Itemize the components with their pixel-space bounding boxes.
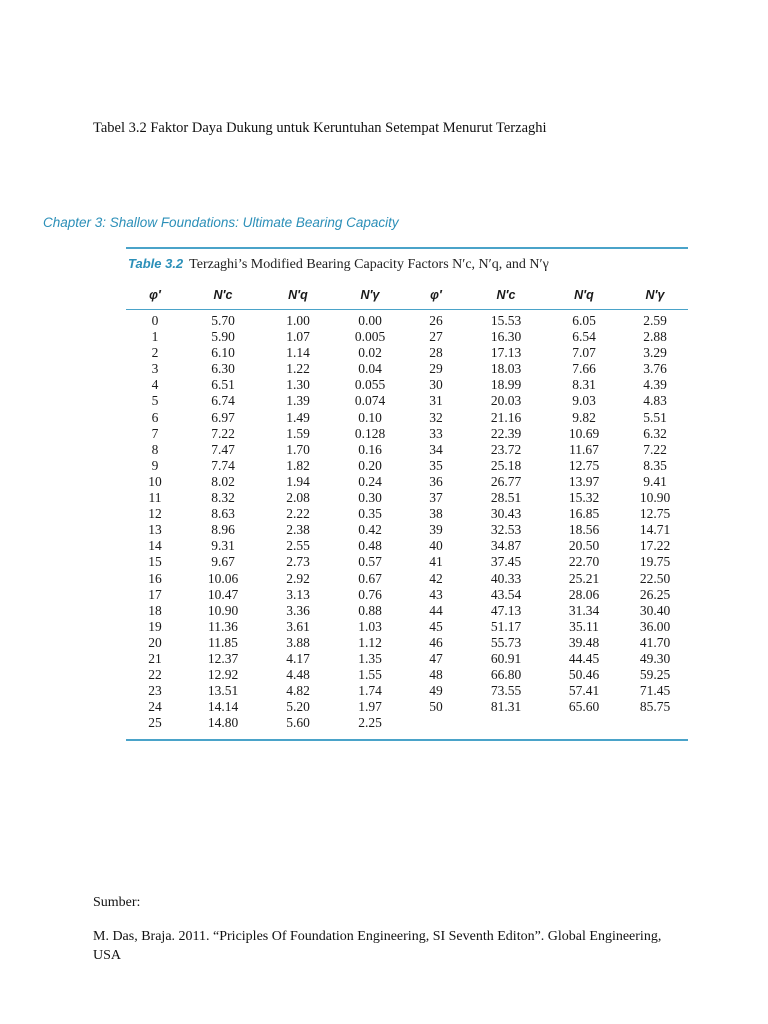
chapter-header: Chapter 3: Shallow Foundations: Ultimate Bearing Capacity [43,215,399,230]
table-cell: 26.25 [639,586,671,602]
table-cell: 6.97 [211,409,235,425]
table-cell: 40.33 [490,570,522,586]
table-cell: 48 [429,667,443,683]
table-cell: 65.60 [568,699,600,715]
table-cell: 33 [429,425,443,441]
table-cell: 7.22 [211,425,235,441]
table-header-row [126,283,688,307]
table-row [126,393,688,409]
table-cell: 9.03 [572,393,596,409]
table-cell: 28 [429,345,443,361]
table-cell: 6.10 [211,345,235,361]
table-cell: 47 [429,650,443,666]
table-cell: 39.48 [568,634,600,650]
table-cell: 1.70 [286,441,310,457]
table-cell: 1.22 [286,361,310,377]
table-row [126,635,688,651]
table-cell: 34 [429,441,443,457]
table-row [126,715,688,731]
table-cell: 22.39 [490,425,522,441]
table-cell: 32.53 [490,522,522,538]
table-cell: 18.03 [490,361,522,377]
table-cell: 7.07 [572,345,596,361]
table-cell: 1.12 [358,634,382,650]
table-cell: 49.30 [639,650,671,666]
table-cell: 25.18 [490,457,522,473]
table-row [126,506,688,522]
table-cell: 3.76 [643,361,667,377]
table-cell: 41.70 [639,634,671,650]
header-nq-left: N′q [288,288,308,302]
table-cell: 10.90 [207,602,239,618]
table-cell: 10.69 [568,425,600,441]
table-cell: 3.61 [286,618,310,634]
table-cell: 0.30 [358,490,382,506]
table-cell: 0.20 [358,457,382,473]
header-phi-left: φ′ [149,288,161,302]
source-reference: M. Das, Braja. 2011. “Priciples Of Foundation Engineering, SI Seventh Editon”. Global Engineering, USA [93,929,662,963]
table-cell: 18.99 [490,377,522,393]
table-cell: 1.03 [358,618,382,634]
header-nc-left: N′c [213,288,233,302]
table-cell: 1.55 [358,667,382,683]
table-cell: 0.24 [358,473,382,489]
header-nc-right: N′c [496,288,516,302]
table-cell: 7.74 [211,457,235,473]
table-cell: 11.85 [208,634,238,650]
table-cell: 35.11 [569,618,599,634]
table-cell: 8.32 [211,490,235,506]
table-cell: 49 [429,683,443,699]
table-row [126,490,688,506]
table-cell: 25.21 [568,570,600,586]
table-cell: 21 [148,650,162,666]
table-cell: 66.80 [490,667,522,683]
table-cell: 1.00 [286,313,310,328]
table-cell: 2.73 [286,554,310,570]
table-cell [546,715,622,731]
table-cell: 6.51 [211,377,235,393]
table-cell: 1.39 [286,393,310,409]
table-cell: 1.14 [286,345,310,361]
table-cell: 1.49 [286,409,310,425]
table-cell: 12.92 [207,667,239,683]
table-row [126,458,688,474]
table-cell: 17.22 [639,538,671,554]
table-row [126,667,688,683]
table-row [126,426,688,442]
table-row [126,651,688,667]
table-cell: 50 [429,699,443,715]
table-cell: 0.04 [358,361,382,377]
table-cell: 12.37 [207,650,239,666]
table-cell: 6.54 [572,329,596,345]
table-cell: 5 [151,393,159,409]
table-caption [128,256,549,273]
table-cell: 2.22 [286,506,310,522]
table-cell: 35 [429,457,443,473]
table-row [126,699,688,715]
table-label: Table 3.2 [128,256,184,271]
table-cell: 71.45 [639,683,671,699]
table-cell: 0.35 [358,506,382,522]
table-cell: 20.50 [568,538,600,554]
table-cell: 16.30 [490,329,522,345]
table-cell: 31 [429,393,443,409]
table-cell: 30.43 [490,506,522,522]
table-cell: 4.82 [286,683,310,699]
table-cell: 15.32 [568,490,600,506]
table-cell: 2.55 [286,538,310,554]
table-cell: 12.75 [568,457,600,473]
table-cell: 0.00 [358,313,382,328]
table-cell: 20 [148,634,162,650]
table-cell: 57.41 [568,683,600,699]
table-cell: 36 [429,473,443,489]
table-cell: 6.32 [643,425,667,441]
table-cell: 20.03 [490,393,522,409]
table-cell: 4.83 [643,393,667,409]
table-cell: 0.055 [354,377,386,393]
table-cell: 9 [151,457,159,473]
table-cell: 8.02 [211,473,235,489]
table-row [126,619,688,635]
table-cell: 15 [148,554,162,570]
table-cell: 14.71 [639,522,671,538]
table-cell: 19 [148,618,162,634]
table-row [126,345,688,361]
table-cell: 16.85 [568,506,600,522]
table-row [126,538,688,554]
table-cell: 3.13 [286,586,310,602]
table-cell: 12.75 [639,506,671,522]
table-cell: 23.72 [490,441,522,457]
table-cell: 19.75 [639,554,671,570]
table-cell: 0.16 [358,441,382,457]
table-cell: 14.14 [207,699,239,715]
table-cell: 37 [429,490,443,506]
table-cell: 43 [429,586,443,602]
table-cell: 8.63 [211,506,235,522]
table-cell: 13.51 [207,683,239,699]
table-cell: 5.51 [643,409,667,425]
header-ngamma-left: N′γ [360,288,380,302]
table-cell: 29 [429,361,443,377]
table-row [126,587,688,603]
table-cell: 0.128 [354,425,386,441]
table-cell: 6 [151,409,159,425]
table-cell: 5.60 [286,715,310,731]
table-cell: 7.22 [643,441,667,457]
table-cell: 11.36 [208,618,238,634]
table-cell: 0.10 [358,409,382,425]
table-row [126,377,688,393]
table-cell: 0.005 [354,329,386,345]
table-cell: 1 [151,329,159,345]
table-cell: 18 [148,602,162,618]
table-cell: 5.20 [286,699,310,715]
table-cell: 42 [429,570,443,586]
table-cell: 10 [148,473,162,489]
table-cell: 51.17 [490,618,522,634]
table-cell: 39 [429,522,443,538]
table-cell [406,715,466,731]
table-cell: 25 [148,715,162,731]
table-cell: 8.31 [572,377,596,393]
table-cell: 5.70 [211,313,235,328]
table-cell: 14 [148,538,162,554]
header-ngamma-right: N′γ [645,288,665,302]
table-cell: 2.92 [286,570,310,586]
table-cell: 4 [151,377,159,393]
table-cell: 32 [429,409,443,425]
table-row [126,410,688,426]
table-cell: 17 [148,586,162,602]
table-cell: 2.08 [286,490,310,506]
table-body [126,307,688,731]
table-cell: 45 [429,618,443,634]
table-cell: 47.13 [490,602,522,618]
table-cell: 44.45 [568,650,600,666]
table-cell: 6.74 [211,393,235,409]
table-cell: 41 [429,554,443,570]
table-cell: 7.66 [572,361,596,377]
table-cell: 11 [148,490,162,506]
table-cell: 14.80 [207,715,239,731]
table-cell: 4.39 [643,377,667,393]
table-cell: 21.16 [490,409,522,425]
table-cell: 3.36 [286,602,310,618]
table-cell: 10.90 [639,490,671,506]
table-cell: 22.70 [568,554,600,570]
table-cell: 0.57 [358,554,382,570]
table-cell: 1.59 [286,425,310,441]
table-row [126,522,688,538]
table-title: Terzaghi’s Modified Bearing Capacity Factors N′c, N′q, and N′γ [189,257,549,272]
table-cell: 17.13 [490,345,522,361]
bearing-capacity-table [126,283,688,731]
table-cell: 85.75 [639,699,671,715]
table-cell: 1.82 [286,457,310,473]
table-cell: 37.45 [490,554,522,570]
table-cell: 10.06 [207,570,239,586]
table-cell: 0.42 [358,522,382,538]
table-cell: 4.48 [286,667,310,683]
table-cell: 3.29 [643,345,667,361]
table-row [126,307,688,329]
table-row [126,474,688,490]
table-cell: 1.35 [358,650,382,666]
table-row [126,329,688,345]
table-cell: 2.59 [643,313,667,328]
table-cell: 23 [148,683,162,699]
table-cell: 2.88 [643,329,667,345]
table-cell: 40 [429,538,443,554]
table-cell: 22 [148,667,162,683]
table-row [126,554,688,570]
table-cell: 22.50 [639,570,671,586]
table-cell: 38 [429,506,443,522]
table-cell: 0.76 [358,586,382,602]
table-cell: 9.67 [211,554,235,570]
table-cell: 8.96 [211,522,235,538]
table-cell: 2.38 [286,522,310,538]
table-cell: 55.73 [490,634,522,650]
table-row [126,603,688,619]
table-cell: 11.67 [569,441,599,457]
table-cell: 13.97 [568,473,600,489]
table-cell: 81.31 [490,699,522,715]
table-cell: 1.07 [286,329,310,345]
table-cell: 15.53 [490,313,522,328]
table-cell [466,715,546,731]
table-cell: 34.87 [490,538,522,554]
table-cell: 16 [148,570,162,586]
table-cell: 44 [429,602,443,618]
header-phi-right: φ′ [430,288,442,302]
table-cell: 28.06 [568,586,600,602]
table-cell: 36.00 [639,618,671,634]
table-cell: 26 [429,313,443,328]
table-cell: 6.05 [572,313,596,328]
table-cell: 0.67 [358,570,382,586]
table-cell: 43.54 [490,586,522,602]
table-cell: 30 [429,377,443,393]
table-cell: 18.56 [568,522,600,538]
table-cell: 5.90 [211,329,235,345]
table-cell: 8.35 [643,457,667,473]
table-cell: 9.41 [643,473,667,489]
table-cell: 9.82 [572,409,596,425]
table-cell: 1.74 [358,683,382,699]
table-cell: 3 [151,361,159,377]
table-cell: 3.88 [286,634,310,650]
table-top-rule [126,247,688,249]
table-cell: 28.51 [490,490,522,506]
table-cell: 6.30 [211,361,235,377]
table-cell: 12 [148,506,162,522]
table-cell: 73.55 [490,683,522,699]
source-label: Sumber: [93,895,141,910]
table-cell: 1.97 [358,699,382,715]
table-cell: 31.34 [568,602,600,618]
table-cell: 60.91 [490,650,522,666]
table-cell [622,715,688,731]
table-cell: 7.47 [211,441,235,457]
table-cell: 0.88 [358,602,382,618]
table-cell: 0.48 [358,538,382,554]
table-cell: 7 [151,425,159,441]
table-row [126,571,688,587]
header-nq-right: N′q [574,288,594,302]
table-cell: 1.94 [286,473,310,489]
table-cell: 2.25 [358,715,382,731]
table-cell: 24 [148,699,162,715]
table-cell: 10.47 [207,586,239,602]
document-caption: Tabel 3.2 Faktor Daya Dukung untuk Keruntuhan Setempat Menurut Terzaghi [93,120,547,136]
table-cell: 27 [429,329,443,345]
table-cell: 8 [151,441,159,457]
table-bottom-rule [126,739,688,741]
table-row [126,442,688,458]
table-cell: 46 [429,634,443,650]
table-cell: 0.074 [354,393,386,409]
table-cell: 2 [151,345,159,361]
table-row [126,361,688,377]
table-cell: 26.77 [490,473,522,489]
table-header-rule [126,309,688,310]
table-cell: 0.02 [358,345,382,361]
table-cell: 50.46 [568,667,600,683]
table-cell: 59.25 [639,667,671,683]
table-cell: 9.31 [211,538,235,554]
table-cell: 0 [151,313,159,328]
table-cell: 4.17 [286,650,310,666]
table-cell: 13 [148,522,162,538]
table-cell: 30.40 [639,602,671,618]
table-row [126,683,688,699]
table-cell: 1.30 [286,377,310,393]
